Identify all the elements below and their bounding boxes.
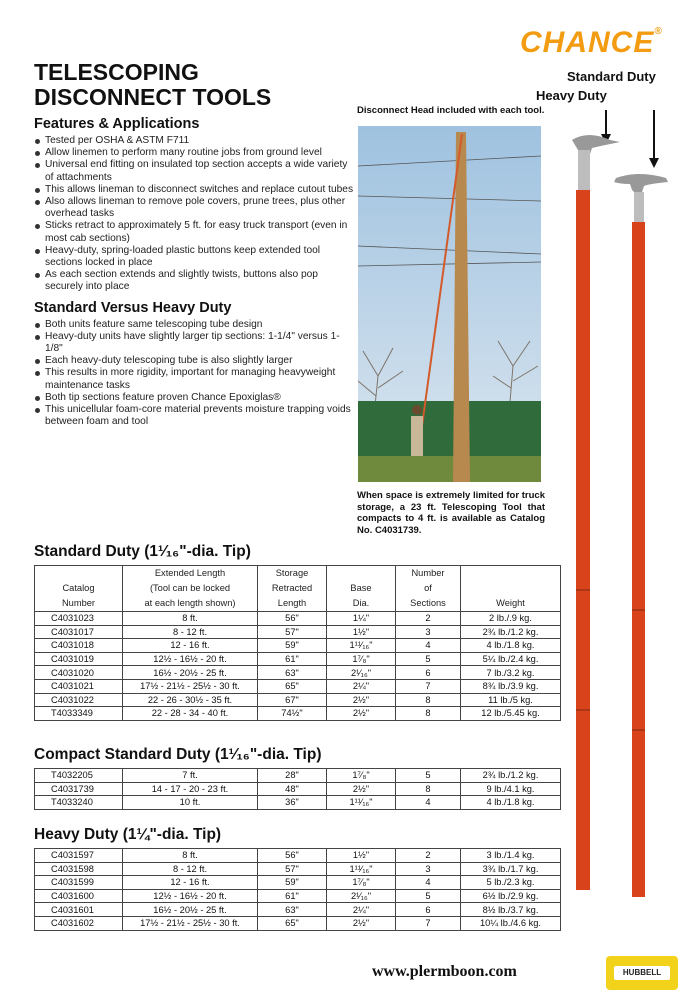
table-cell: C4031598 bbox=[35, 862, 123, 876]
table-cell: 57" bbox=[258, 862, 327, 876]
table-cell: 7 ft. bbox=[123, 769, 258, 783]
table-cell: 5 lb./2.3 kg. bbox=[461, 876, 561, 890]
table-cell: 1½" bbox=[327, 849, 396, 863]
table-cell: C4031021 bbox=[35, 679, 123, 693]
bullet-item: This allows lineman to disconnect switches and replace cutout tubes bbox=[34, 184, 354, 196]
table-cell: 1½" bbox=[327, 625, 396, 639]
lineman-photo bbox=[358, 126, 541, 482]
bullet-item: Allow linemen to perform many routine jobs from ground level bbox=[34, 147, 354, 159]
table-cell: 12 - 16 ft. bbox=[123, 639, 258, 653]
table-cell: 4 lb./1.8 kg. bbox=[461, 796, 561, 810]
table-cell: 6 bbox=[396, 666, 461, 680]
bullet-item: Both tip sections feature proven Chance Epoxiglas® bbox=[34, 392, 354, 404]
table-row bbox=[35, 693, 561, 707]
table-cell: 9 lb./4.1 kg. bbox=[461, 782, 561, 796]
table-cell: 7 bbox=[396, 679, 461, 693]
table-cell: 1¹¹⁄₁₆" bbox=[327, 639, 396, 653]
table-row bbox=[35, 903, 561, 917]
table-cell: C4031739 bbox=[35, 782, 123, 796]
table-cell: 65" bbox=[258, 916, 327, 930]
table-row bbox=[35, 876, 561, 890]
table-row bbox=[35, 625, 561, 639]
table-cell: 28" bbox=[258, 769, 327, 783]
features-list bbox=[34, 135, 354, 294]
table-cell: 61" bbox=[258, 889, 327, 903]
table-cell: 2 lb./.9 kg. bbox=[461, 612, 561, 626]
table-cell: 8 - 12 ft. bbox=[123, 625, 258, 639]
heavy-duty-table bbox=[34, 848, 561, 931]
heavy-duty-title: Heavy Duty (1¼"-dia. Tip) bbox=[34, 826, 222, 843]
table-cell: 65" bbox=[258, 679, 327, 693]
table-cell: 17½ - 21½ - 25½ - 30 ft. bbox=[123, 679, 258, 693]
table-cell: C4031600 bbox=[35, 889, 123, 903]
table-row bbox=[35, 849, 561, 863]
table-cell: C4031602 bbox=[35, 916, 123, 930]
bullet-item: This results in more rigidity, important for managing heavyweight maintenance tasks bbox=[34, 367, 354, 391]
column-header: Base Dia. bbox=[327, 566, 396, 612]
table-row bbox=[35, 769, 561, 783]
bullet-item: Both units feature same telescoping tube design bbox=[34, 319, 354, 331]
versus-heading: Standard Versus Heavy Duty bbox=[34, 299, 232, 316]
table-cell: 16½ - 20½ - 25 ft. bbox=[123, 666, 258, 680]
table-cell: 2½" bbox=[327, 707, 396, 721]
standard-duty-pole bbox=[614, 174, 668, 897]
table-cell: 8 ft. bbox=[123, 849, 258, 863]
table-cell: 3¾ lb./1.7 kg. bbox=[461, 862, 561, 876]
table-cell: 8½ lb./3.7 kg. bbox=[461, 903, 561, 917]
table-cell: 2¹⁄₁₆" bbox=[327, 666, 396, 680]
table-cell: 8 - 12 ft. bbox=[123, 862, 258, 876]
table-row bbox=[35, 796, 561, 810]
table-cell: T4032205 bbox=[35, 769, 123, 783]
table-row bbox=[35, 707, 561, 721]
table-cell: 2 bbox=[396, 612, 461, 626]
bullet-item: Sticks retract to approximately 5 ft. for easy truck transport (even in most cab sections) bbox=[34, 220, 354, 244]
table-cell: 2½" bbox=[327, 693, 396, 707]
table-cell: 74½" bbox=[258, 707, 327, 721]
table-cell: 22 - 28 - 34 - 40 ft. bbox=[123, 707, 258, 721]
chance-logo: CHANCE® bbox=[520, 26, 663, 59]
table-row bbox=[35, 679, 561, 693]
table-row bbox=[35, 782, 561, 796]
table-cell: C4031017 bbox=[35, 625, 123, 639]
column-header: Number of Sections bbox=[396, 566, 461, 612]
table-cell: 7 bbox=[396, 916, 461, 930]
table-row bbox=[35, 652, 561, 666]
table-cell: 8¾ lb./3.9 kg. bbox=[461, 679, 561, 693]
bullet-item: As each section extends and slightly twists, buttons also pop securely into place bbox=[34, 269, 354, 293]
table-cell: 56" bbox=[258, 849, 327, 863]
table-cell: 10 ft. bbox=[123, 796, 258, 810]
table-cell: 11 lb./5 kg. bbox=[461, 693, 561, 707]
table-cell: 5 bbox=[396, 769, 461, 783]
table-cell: 12 lb./5.45 kg. bbox=[461, 707, 561, 721]
table-cell: 4 bbox=[396, 639, 461, 653]
disconnect-head-note: Disconnect Head included with each tool. bbox=[357, 105, 545, 116]
table-cell: 1¹¹⁄₁₆" bbox=[327, 862, 396, 876]
table-cell: 4 lb./1.8 kg. bbox=[461, 639, 561, 653]
table-cell: 17½ - 21½ - 25½ - 30 ft. bbox=[123, 916, 258, 930]
compact-duty-table bbox=[34, 768, 561, 810]
photo-caption: When space is extremely limited for truck storage, a 23 ft. Telescoping Tool that compacts to 4 ft. is available as Catalog No. C4031739. bbox=[357, 490, 545, 536]
table-cell: 3 bbox=[396, 862, 461, 876]
table-cell: C4031601 bbox=[35, 903, 123, 917]
table-cell: 12½ - 16½ - 20 ft. bbox=[123, 889, 258, 903]
table-row bbox=[35, 612, 561, 626]
table-cell: 56" bbox=[258, 612, 327, 626]
table-cell: 48" bbox=[258, 782, 327, 796]
website-link[interactable]: www.plermboon.com bbox=[372, 963, 517, 980]
page-title: TELESCOPING DISCONNECT TOOLS bbox=[34, 59, 272, 110]
telescoping-tools-graphic bbox=[548, 110, 698, 910]
table-cell: 12 - 16 ft. bbox=[123, 876, 258, 890]
table-cell: T4033240 bbox=[35, 796, 123, 810]
versus-list bbox=[34, 319, 354, 429]
standard-duty-title: Standard Duty (1¹⁄₁₆"-dia. Tip) bbox=[34, 543, 251, 560]
table-cell: 8 bbox=[396, 707, 461, 721]
bullet-item: This unicellular foam-core material prevents moisture trapping voids between foam and tool bbox=[34, 404, 354, 428]
features-section bbox=[34, 116, 354, 434]
table-cell: 12½ - 16½ - 20 ft. bbox=[123, 652, 258, 666]
table-cell: 6 bbox=[396, 903, 461, 917]
table-cell: 3 bbox=[396, 625, 461, 639]
features-heading: Features & Applications bbox=[34, 116, 200, 132]
table-row bbox=[35, 666, 561, 680]
table-cell: 2 bbox=[396, 849, 461, 863]
table-cell: 2¹⁄₁₆" bbox=[327, 889, 396, 903]
table-cell: 59" bbox=[258, 639, 327, 653]
table-cell: 6½ lb./2.9 kg. bbox=[461, 889, 561, 903]
table-cell: 1¹¹⁄₁₆" bbox=[327, 796, 396, 810]
standard-duty-table bbox=[34, 565, 561, 721]
table-cell: 36" bbox=[258, 796, 327, 810]
standard-duty-label: Standard Duty bbox=[567, 69, 656, 84]
table-row bbox=[35, 916, 561, 930]
table-cell: 3 lb./1.4 kg. bbox=[461, 849, 561, 863]
table-cell: C4031023 bbox=[35, 612, 123, 626]
table-cell: 59" bbox=[258, 876, 327, 890]
bullet-item: Also allows lineman to remove pole covers, prune trees, plus other overhead tasks bbox=[34, 196, 354, 220]
column-header: Extended Length (Tool can be locked at each length shown) bbox=[123, 566, 258, 612]
table-cell: 5 bbox=[396, 652, 461, 666]
table-cell: 4 bbox=[396, 876, 461, 890]
table-cell: 2¼" bbox=[327, 903, 396, 917]
column-header: Weight bbox=[461, 566, 561, 612]
table-cell: 22 - 26 - 30½ - 35 ft. bbox=[123, 693, 258, 707]
table-header-row bbox=[35, 566, 561, 612]
table-cell: 1¼" bbox=[327, 612, 396, 626]
heavy-duty-label: Heavy Duty bbox=[536, 88, 607, 103]
hubbell-logo: HUBBELL bbox=[606, 956, 678, 990]
table-row bbox=[35, 889, 561, 903]
table-cell: 2¾ lb./1.2 kg. bbox=[461, 769, 561, 783]
bullet-item: Each heavy-duty telescoping tube is also slightly larger bbox=[34, 355, 354, 367]
bullet-item: Heavy-duty units have slightly larger tip sections: 1-1/4" versus 1-1/8" bbox=[34, 331, 354, 355]
heavy-duty-pole bbox=[572, 135, 620, 890]
table-cell: 67" bbox=[258, 693, 327, 707]
table-cell: 57" bbox=[258, 625, 327, 639]
table-cell: 63" bbox=[258, 666, 327, 680]
bullet-item: Universal end fitting on insulated top section accepts a wide variety of attachments bbox=[34, 159, 354, 183]
table-cell: 14 - 17 - 20 - 23 ft. bbox=[123, 782, 258, 796]
table-cell: 2½" bbox=[327, 916, 396, 930]
table-cell: T4033349 bbox=[35, 707, 123, 721]
table-cell: 2½" bbox=[327, 782, 396, 796]
table-cell: C4031019 bbox=[35, 652, 123, 666]
table-row bbox=[35, 862, 561, 876]
table-cell: 10¼ lb./4.6 kg. bbox=[461, 916, 561, 930]
bullet-item: Tested per OSHA & ASTM F711 bbox=[34, 135, 354, 147]
table-cell: C4031597 bbox=[35, 849, 123, 863]
table-cell: 4 bbox=[396, 796, 461, 810]
table-cell: 5 bbox=[396, 889, 461, 903]
table-cell: 5¼ lb./2.4 kg. bbox=[461, 652, 561, 666]
table-cell: C4031020 bbox=[35, 666, 123, 680]
table-cell: 8 bbox=[396, 782, 461, 796]
table-row bbox=[35, 639, 561, 653]
column-header: Storage Retracted Length bbox=[258, 566, 327, 612]
table-cell: 8 bbox=[396, 693, 461, 707]
table-cell: 2¼" bbox=[327, 679, 396, 693]
table-cell: C4031018 bbox=[35, 639, 123, 653]
table-cell: 1⁷⁄₈" bbox=[327, 769, 396, 783]
bullet-item: Heavy-duty, spring-loaded plastic buttons keep extended tool sections locked in place bbox=[34, 245, 354, 269]
table-cell: 61" bbox=[258, 652, 327, 666]
table-cell: 2¾ lb./1.2 kg. bbox=[461, 625, 561, 639]
table-cell: 1⁷⁄₈" bbox=[327, 652, 396, 666]
table-cell: 8 ft. bbox=[123, 612, 258, 626]
column-header: Catalog Number bbox=[35, 566, 123, 612]
table-cell: 16½ - 20½ - 25 ft. bbox=[123, 903, 258, 917]
compact-duty-title: Compact Standard Duty (1¹⁄₁₆"-dia. Tip) bbox=[34, 746, 322, 763]
table-cell: 7 lb./3.2 kg. bbox=[461, 666, 561, 680]
table-cell: C4031022 bbox=[35, 693, 123, 707]
table-cell: 1⁷⁄₈" bbox=[327, 876, 396, 890]
table-cell: C4031599 bbox=[35, 876, 123, 890]
table-cell: 63" bbox=[258, 903, 327, 917]
